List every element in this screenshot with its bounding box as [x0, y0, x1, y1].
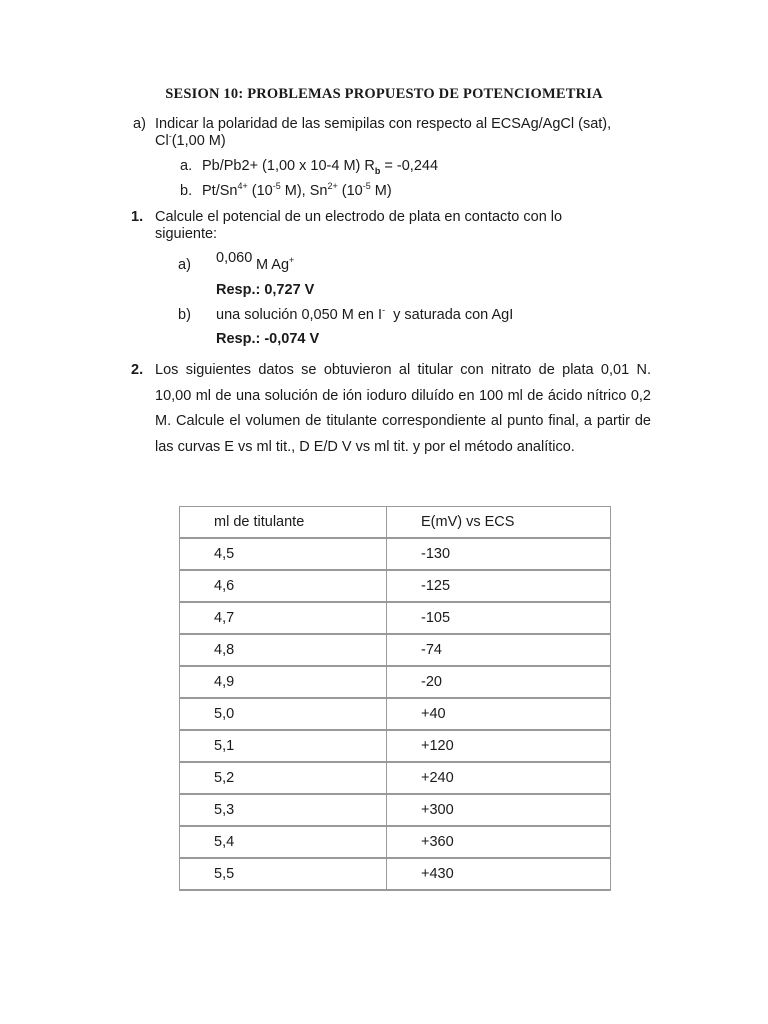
item-a-marker: a. [180, 158, 193, 174]
item-a-text: Pb/Pb2+ (1,00 x 10-4 M) $R_b = -0,244$ [202, 158, 439, 176]
problem1-a-marker: a) [178, 257, 191, 273]
table-header-row [180, 507, 611, 539]
table-row [180, 826, 611, 858]
item-b-marker: b. [180, 183, 193, 199]
table-cell-ml: 4,5 [180, 538, 387, 570]
table-cell-e: -125 [387, 570, 611, 602]
table-cell-ml: 5,4 [180, 826, 387, 858]
problem2-text: Los siguientes datos se obtuvieron al titular con nitrato de plata 0,01 N. 10,00 ml de una solución de ión ioduro diluído en 100 ml de ácido nítrico 0,2 M. Calcule el volumen de titulante correspondiente al punto final, a partir de las curvas E vs ml tit., D E/D V vs ml tit. y por el método analítico. [155, 362, 651, 455]
table-cell-e: +300 [387, 794, 611, 826]
problem1-b-text: una solución 0,050 M en I- y saturada con AgI [216, 305, 514, 323]
table-cell-ml: 5,2 [180, 762, 387, 794]
table-row [180, 762, 611, 794]
table-cell-e: -74 [387, 634, 611, 666]
table-cell-ml: 5,5 [180, 858, 387, 890]
table-row [180, 730, 611, 762]
table-cell-e: +360 [387, 826, 611, 858]
problem1-marker: 1. [131, 209, 144, 225]
table-cell-ml: 4,9 [180, 666, 387, 698]
problem1-b-marker: b) [178, 307, 191, 323]
table-cell-ml: 4,6 [180, 570, 387, 602]
table-cell-ml: 4,8 [180, 634, 387, 666]
table-row [180, 858, 611, 890]
problem1-line2: siguiente: [155, 226, 218, 242]
table-row [180, 602, 611, 634]
problem1-a-resp: Resp.: 0,727 V [216, 282, 315, 298]
table-row [180, 698, 611, 730]
table-row [180, 794, 611, 826]
problem1-line1: Calcule el potencial de un electrodo de plata en contacto con lo [155, 209, 563, 225]
table-cell-e: +430 [387, 858, 611, 890]
section-a-line2: Cl-(1,00 M) [155, 131, 226, 149]
problem1-a-value: 0,060 [216, 250, 253, 266]
table-cell-ml: 5,1 [180, 730, 387, 762]
table-header-e: E(mV) vs ECS [387, 507, 611, 539]
table-row [180, 634, 611, 666]
problem2-marker: 2. [131, 362, 144, 378]
table-row [180, 666, 611, 698]
section-a-marker: a) [133, 116, 146, 132]
table-cell-e: -105 [387, 602, 611, 634]
titration-table [179, 506, 611, 891]
table-cell-e: +240 [387, 762, 611, 794]
item-b-text: $Pt/Sn^{4+}$ ($10^{-5}$ M), $Sn^{2+}$ ($10^{-5}$ M) [202, 181, 392, 199]
page-title: SESION 10: PROBLEMAS PROPUESTO DE POTENCIOMETRIA [165, 86, 603, 102]
table-cell-e: +120 [387, 730, 611, 762]
table-header-ml: ml de titulante [180, 507, 387, 539]
problem1-b-resp: Resp.: -0,074 V [216, 331, 320, 347]
table-cell-e: -20 [387, 666, 611, 698]
table-cell-ml: 5,3 [180, 794, 387, 826]
table-cell-ml: 4,7 [180, 602, 387, 634]
section-a-line1: Indicar la polaridad de las semipilas con respecto al ECSAg/AgCl (sat), [155, 116, 612, 132]
problem1-a-unit: M Ag+ [256, 255, 295, 273]
table-row [180, 570, 611, 602]
table-cell-e: -130 [387, 538, 611, 570]
table-cell-ml: 5,0 [180, 698, 387, 730]
table-cell-e: +40 [387, 698, 611, 730]
table-row [180, 538, 611, 570]
